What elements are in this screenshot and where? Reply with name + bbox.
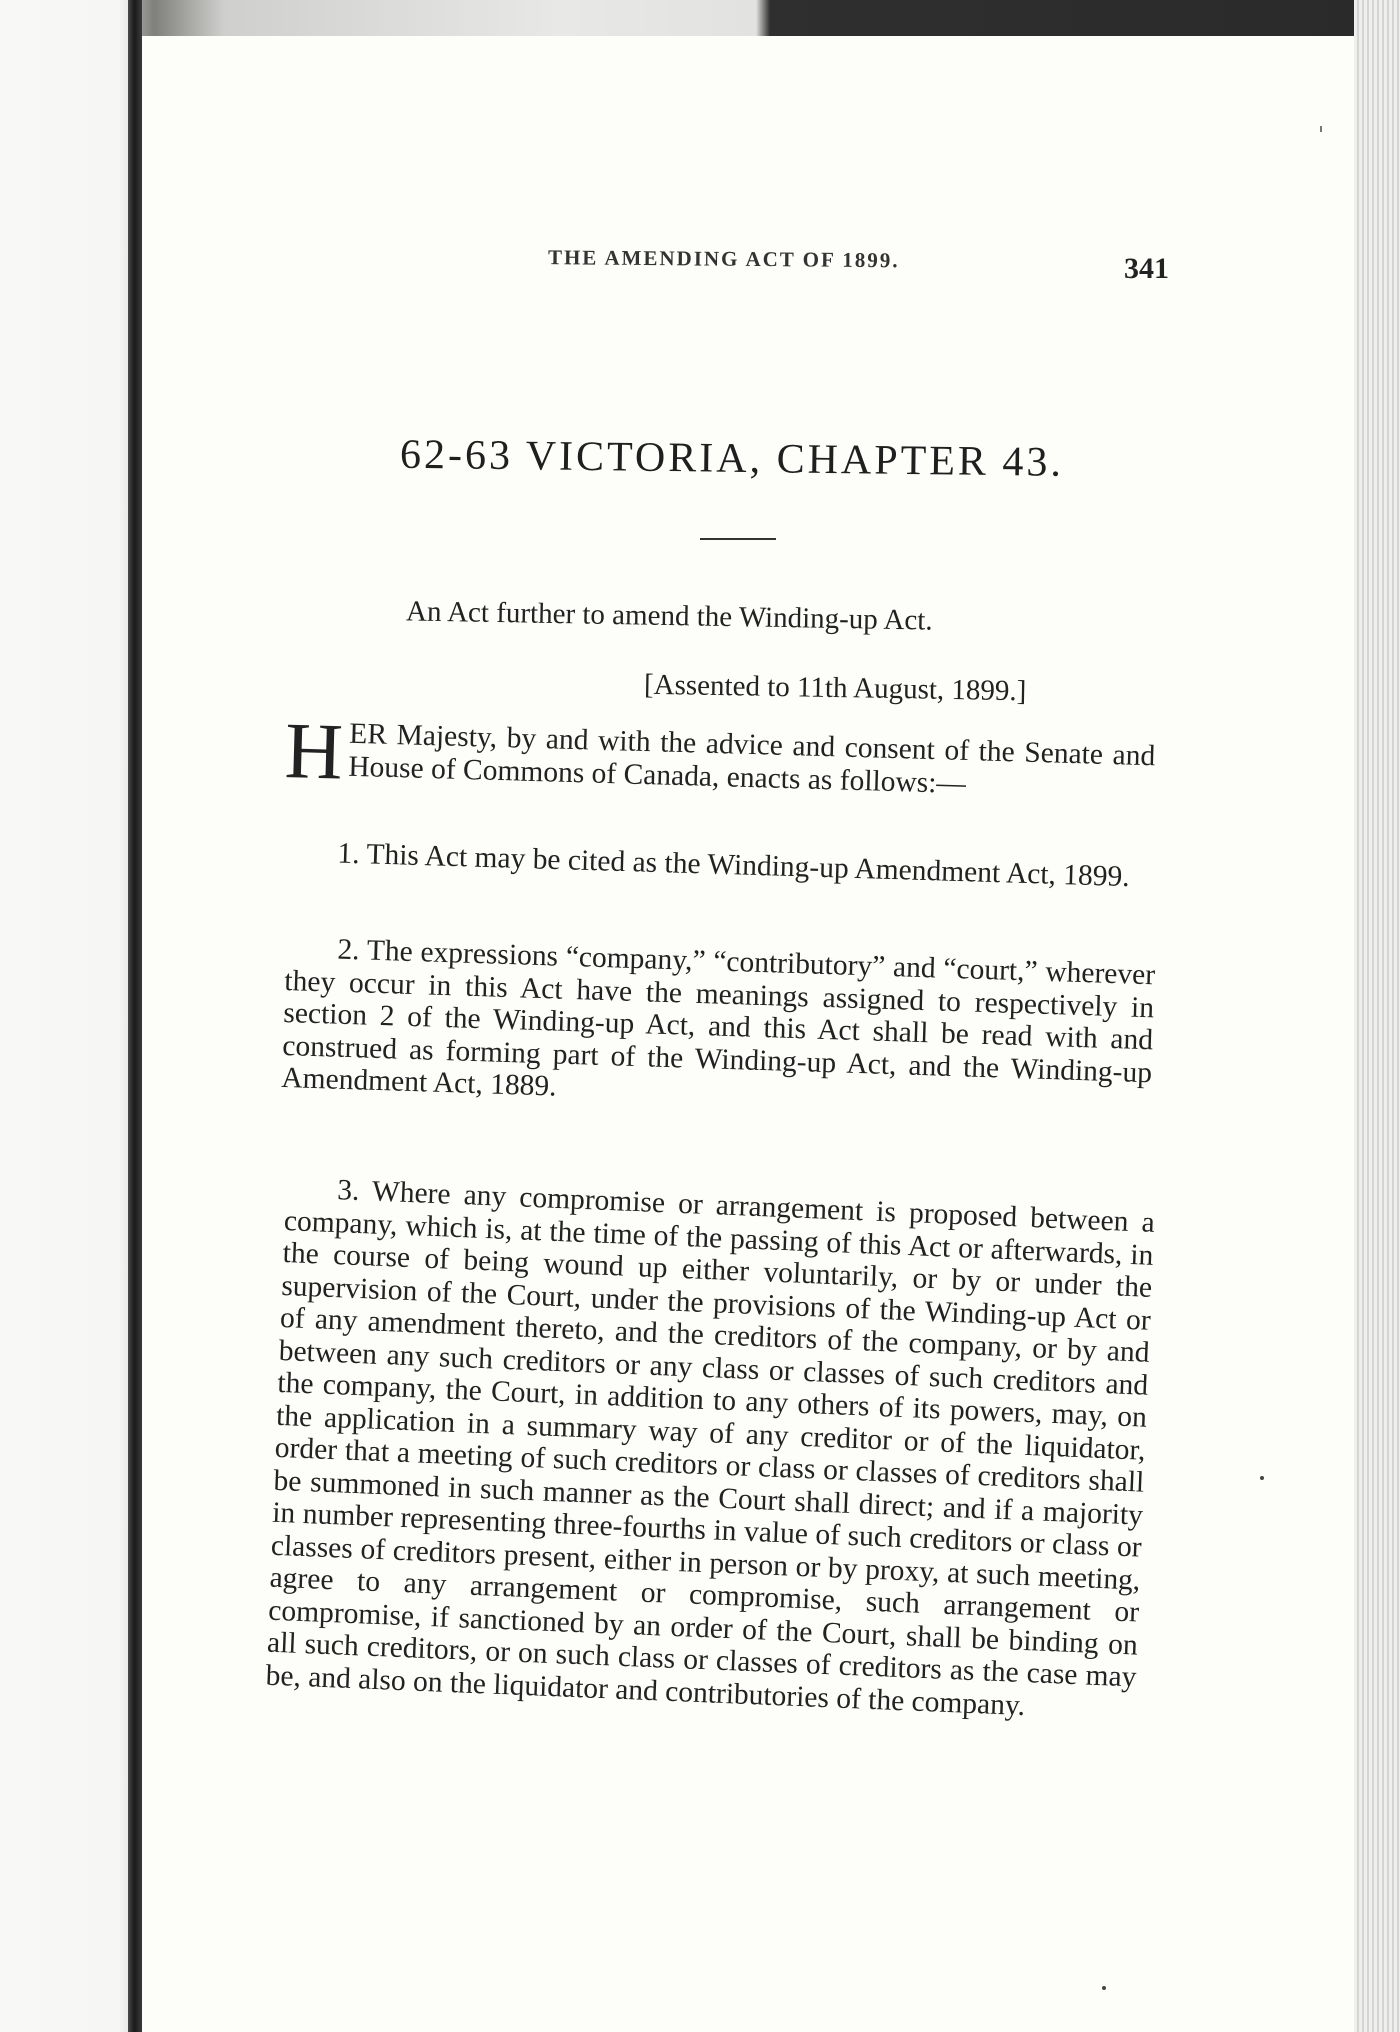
scan-speck [1260,1476,1264,1480]
long-title: An Act further to amend the Winding-up Act. [405,595,933,637]
page-number: 341 [1124,252,1169,285]
chapter-title: 62-63 VICTORIA, CHAPTER 43. [399,431,1065,486]
section-1: 1. This Act may be cited as the Winding-up Amendment Act, 1899. [337,837,1131,894]
scan-speck [1102,1986,1106,1990]
enacting-clause-text: ER Majesty, by and with the advice and consent of the Senate and House of Commons of Canada, enacts as follows:— [347,717,1156,800]
drop-cap: H [283,707,345,797]
facing-page [0,0,132,2032]
scan-speck [1320,126,1322,132]
page-edges [1354,0,1400,2032]
running-head: THE AMENDING ACT OF 1899. [547,245,900,273]
section-2: 2. The expressions “company,” “contributory” and “court,” wherever they occur in this Act have the meanings assigned to respectively in section 2 of the Winding-up Act, and this Act shall be read with and construed as forming part of the Winding-up Act, and the Winding-up Amendment Act, 1889. [280,933,1156,1103]
section-3: 3. Where any compromise or arrangement is proposed between a company, which is, at the time of the passing of this Act or afterwards, in the course of being wound up either voluntarily, or by or under the supervision of the Court, under the provisions of the Winding-up Act or of any amendment thereto, and the creditors of the company, or by and between any such creditors or any class or classes of such creditors and the company, the Court, in addition to any others of its powers, may, on the application in a summary way of any creditor or of the liquidator, order that a meeting of such creditors or class or classes of creditors shall be summoned in such manner as the Court shall direct; and if a majority in number representing three-fourths in value of such creditors or class or classes of creditors present, either in person or by proxy, at such meeting, agree to any arrangement or compromise, such arrangement or compromise, if sanctioned by an order of the Court, shall be binding on all such creditors, or on such class or classes of creditors as the case may be, and also on the liquidator and contributories of the company. [265,1174,1156,1722]
book-gutter [128,0,142,2032]
title-rule [700,538,776,540]
assent-date: [Assented to 11th August, 1899.] [643,668,1027,708]
